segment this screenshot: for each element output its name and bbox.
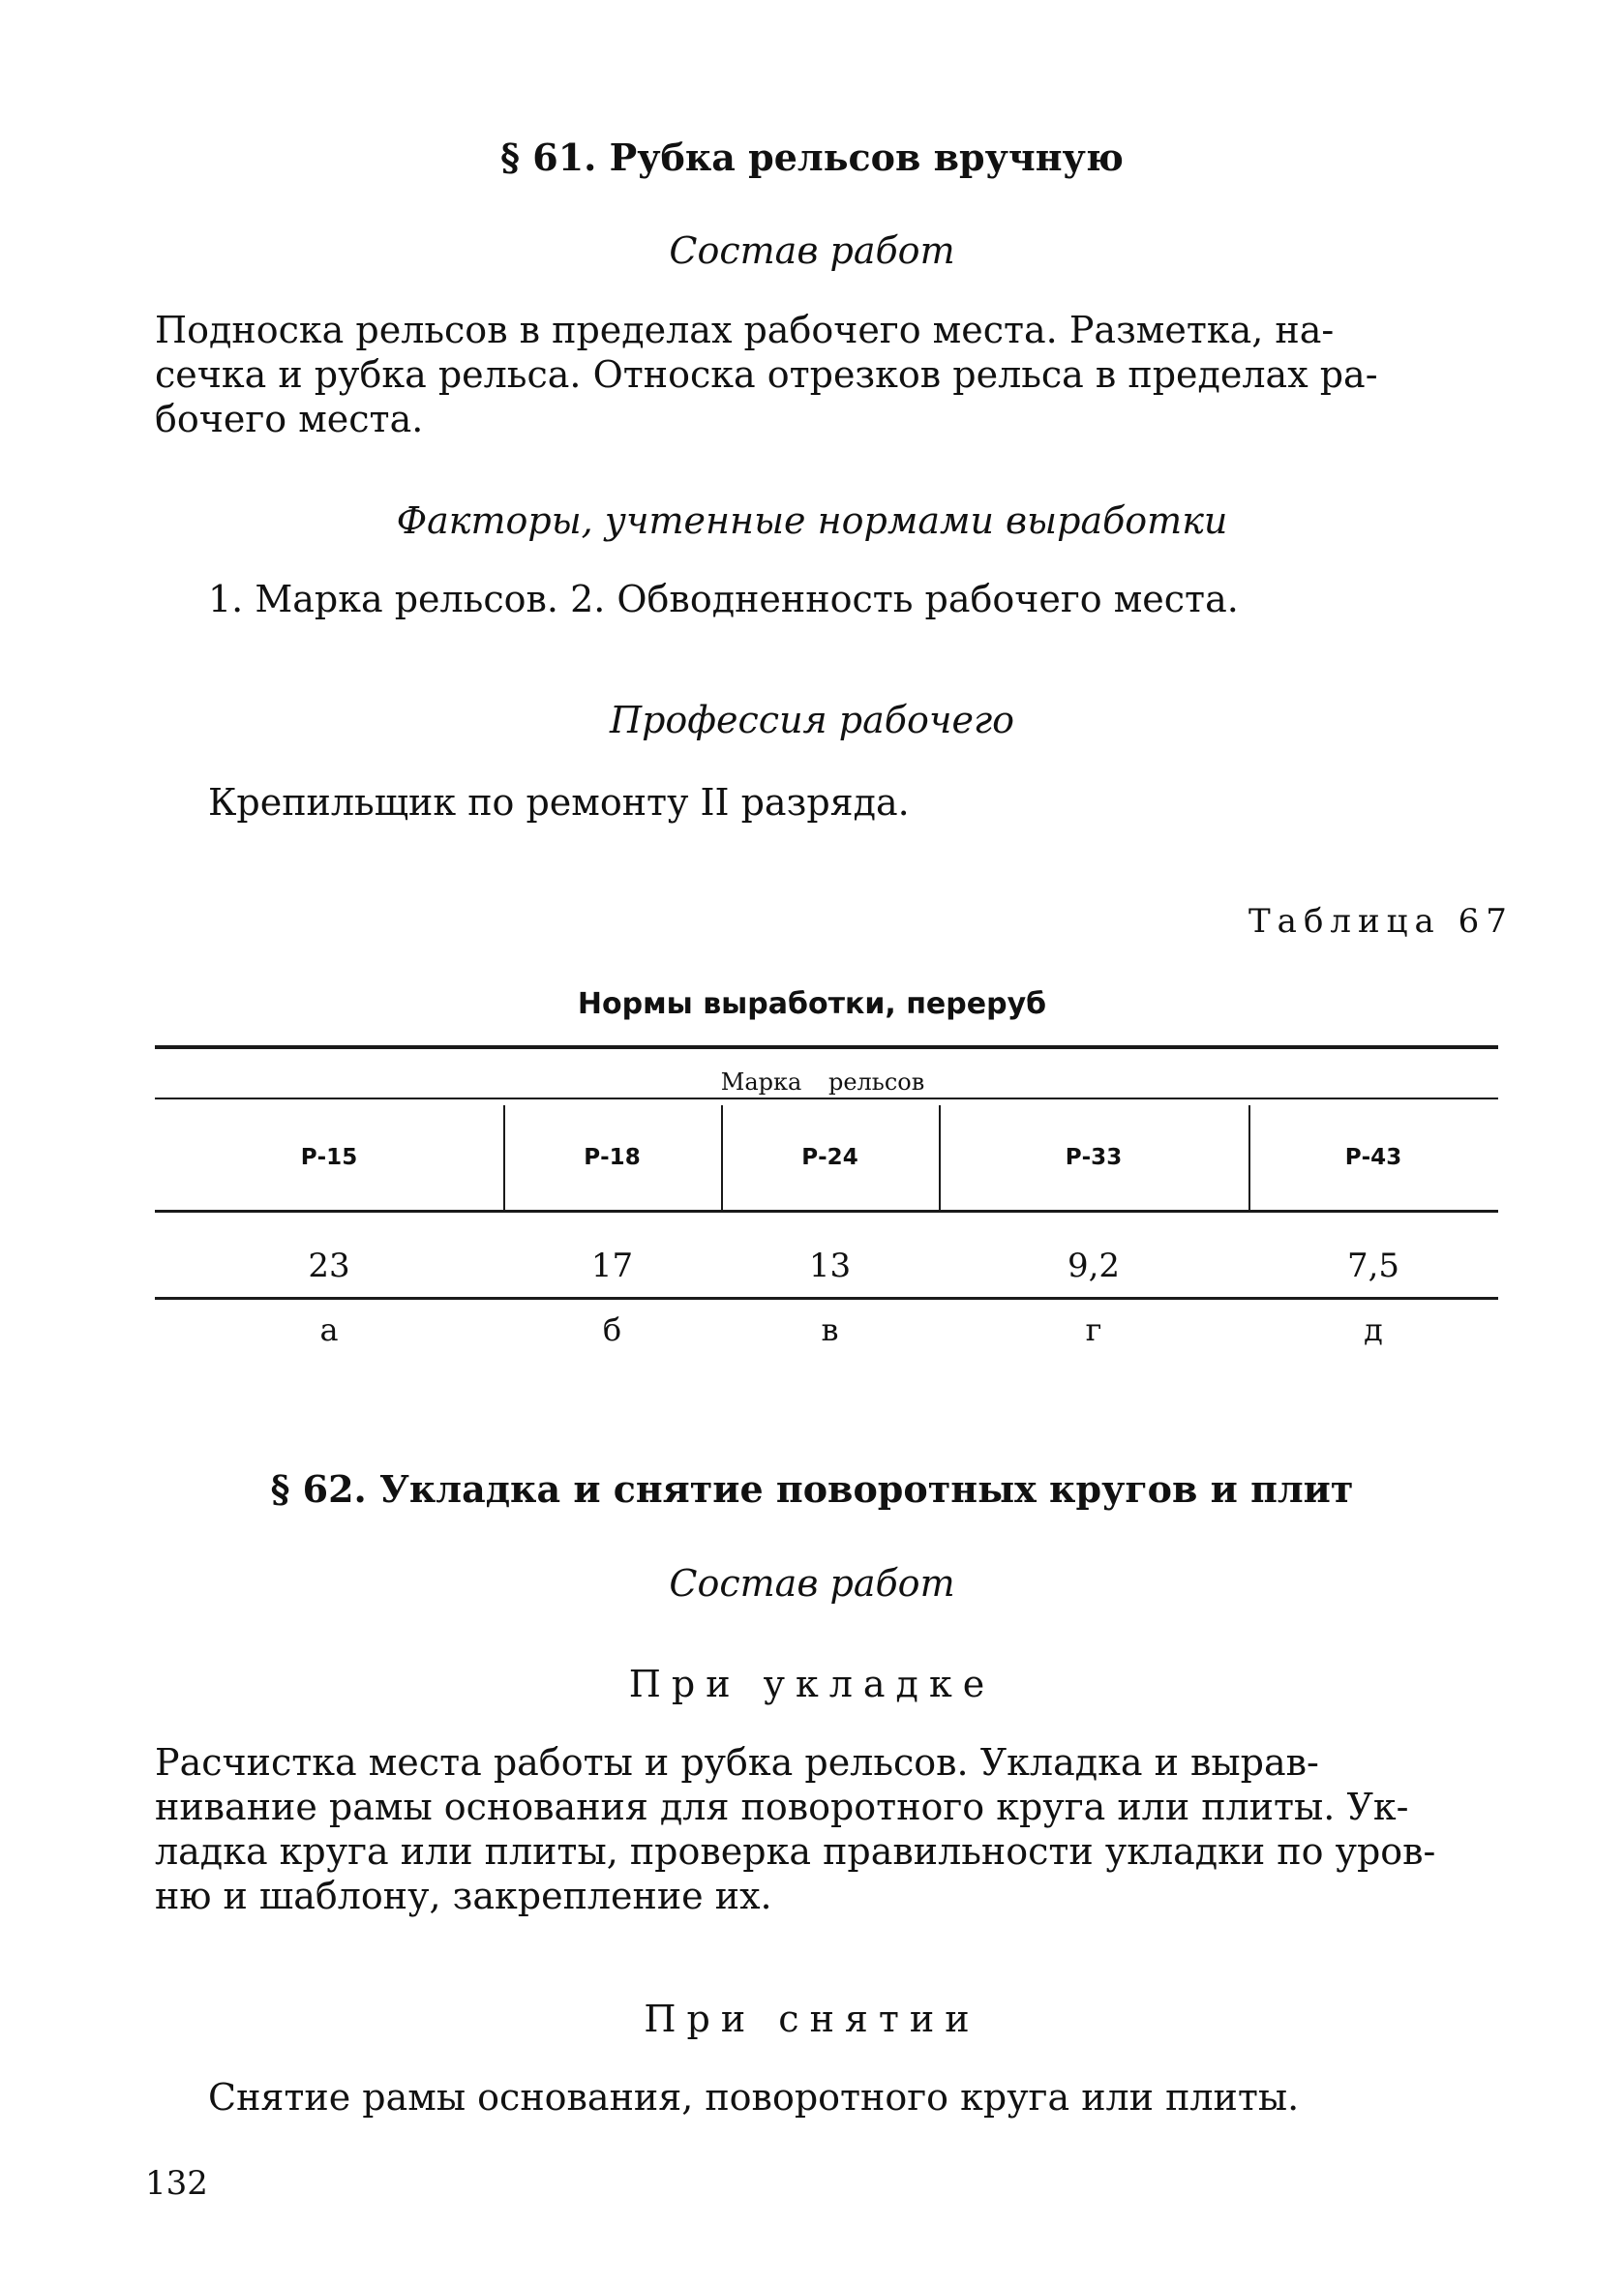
section-61-composition-line-2: сечка и рубка рельса. Относка отрезков рельса в пределах ра- bbox=[155, 353, 1378, 396]
table-value-p18: 17 bbox=[590, 1247, 634, 1285]
section-61-profession-heading: Профессия рабочего bbox=[609, 699, 1015, 741]
section-61-composition-heading: Состав работ bbox=[669, 229, 955, 272]
section-61-factors-heading: Факторы, учтенные нормами выработки bbox=[396, 499, 1228, 542]
table-header-rule bbox=[155, 1210, 1498, 1213]
table-column-header-p43: Р-43 bbox=[1344, 1145, 1402, 1170]
table-group-rule bbox=[155, 1098, 1498, 1099]
table-letter-d: д bbox=[1364, 1311, 1383, 1348]
section-62-laying-line-4: ню и шаблону, закрепление их. bbox=[155, 1875, 772, 1917]
table-top-rule bbox=[155, 1045, 1498, 1049]
section-62-removal-text: Снятие рамы основания, поворотного круга или плиты. bbox=[208, 2076, 1300, 2119]
section-62-composition-heading: Состав работ bbox=[669, 1562, 955, 1605]
section-62-laying-line-1: Расчистка места работы и рубка рельсов. Укладка и вырав- bbox=[155, 1741, 1319, 1784]
table-value-p24: 13 bbox=[808, 1247, 852, 1285]
table-value-p15: 23 bbox=[308, 1247, 350, 1285]
section-61-factors-text: 1. Марка рельсов. 2. Обводненность рабочего места. bbox=[208, 578, 1239, 620]
table-letter-a: а bbox=[319, 1311, 339, 1348]
section-62-laying-line-3: ладка круга или плиты, проверка правильности укладки по уров- bbox=[155, 1830, 1436, 1873]
section-61-title: § 61. Рубка рельсов вручную bbox=[500, 135, 1124, 179]
table-letter-v: в bbox=[821, 1311, 839, 1348]
section-61-profession-text: Крепильщик по ремонту II разряда. bbox=[208, 781, 910, 824]
table-value-p33: 9,2 bbox=[1067, 1247, 1121, 1285]
section-61-composition-line-1: Подноска рельсов в пределах рабочего места. Разметка, на- bbox=[155, 309, 1335, 351]
table-value-p43: 7,5 bbox=[1346, 1247, 1400, 1285]
section-62-laying-heading: При укладке bbox=[628, 1663, 996, 1705]
table-column-header-p24: Р-24 bbox=[801, 1145, 858, 1170]
table-bottom-rule bbox=[155, 1297, 1498, 1300]
section-62-title: § 62. Укладка и снятие поворотных кругов и плит bbox=[270, 1467, 1354, 1511]
table-title: Нормы выработки, переруб bbox=[577, 987, 1047, 1021]
section-61-composition-line-3: бочего места. bbox=[155, 398, 424, 440]
table-number-label: Таблица 67 bbox=[1248, 902, 1514, 941]
table-letter-g: г bbox=[1085, 1311, 1102, 1348]
table-column-header-p33: Р-33 bbox=[1065, 1145, 1123, 1170]
table-group-header: Марка рельсов bbox=[720, 1068, 925, 1096]
table-column-header-p18: Р-18 bbox=[584, 1145, 641, 1170]
page-number: 132 bbox=[145, 2164, 208, 2203]
table-column-header-p15: Р-15 bbox=[300, 1145, 358, 1170]
section-62-removal-heading: При снятии bbox=[644, 1998, 980, 2040]
table-letter-b: б bbox=[602, 1311, 622, 1348]
section-62-laying-line-2: нивание рамы основания для поворотного круга или плиты. Ук- bbox=[155, 1786, 1409, 1828]
